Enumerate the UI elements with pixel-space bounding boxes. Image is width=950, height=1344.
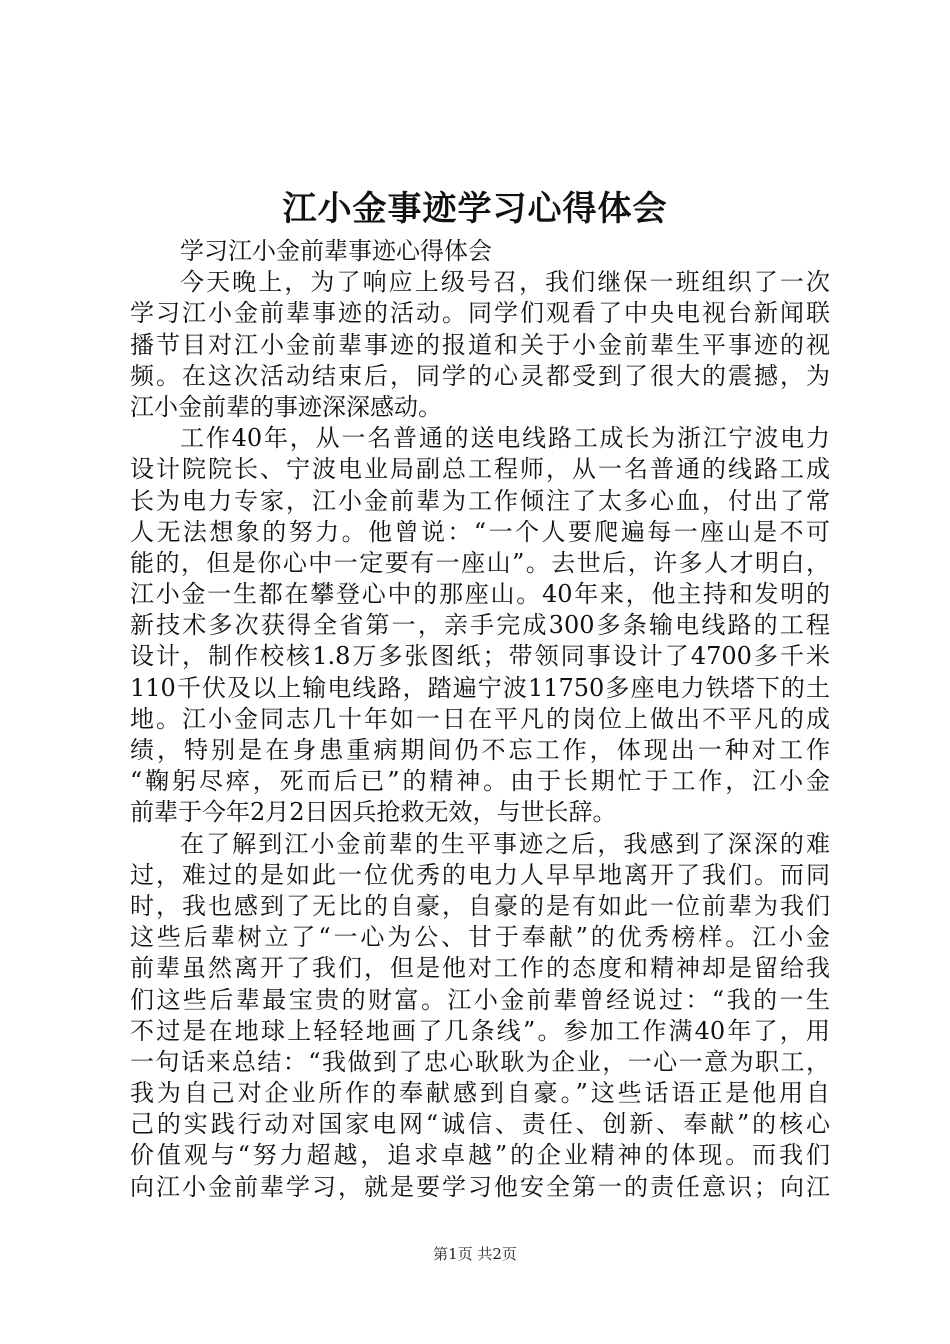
paragraph-line: 不过是在地球上轻轻地画了几条线”。参加工作满40年了，用 <box>130 1016 830 1045</box>
paragraph-line: 前辈虽然离开了我们，但是他对工作的态度和精神却是留给我 <box>130 954 830 983</box>
paragraph-line: 过，难过的是如此一位优秀的电力人早早地离开了我们。而同 <box>130 860 830 889</box>
paragraph-line: 时，我也感到了无比的自豪，自豪的是有如此一位前辈为我们 <box>130 891 830 920</box>
document-title: 江小金事迹学习心得体会 <box>282 189 668 229</box>
paragraph-line: 播节目对江小金前辈事迹的报道和关于小金前辈生平事迹的视 <box>130 330 830 359</box>
paragraph-line: 学习江小金前辈事迹的活动。同学们观看了中央电视台新闻联 <box>130 299 830 328</box>
page-number-footer: 第1页 共2页 <box>433 1245 517 1263</box>
paragraph-line: 己的实践行动对国家电网“诚信、责任、创新、奉献”的核心 <box>130 1110 830 1139</box>
paragraph-line: 110千伏及以上输电线路，踏遍宁波11750多座电力铁塔下的土 <box>130 673 830 702</box>
paragraph-line: 设计院院长、宁波电业局副总工程师，从一名普通的线路工成 <box>130 455 830 484</box>
paragraph-line: 一句话来总结：“我做到了忠心耿耿为企业，一心一意为职工， <box>130 1047 830 1076</box>
paragraph-line: 新技术多次获得全省第一，亲手完成300多条输电线路的工程 <box>130 611 830 640</box>
paragraph-line: 我为自己对企业所作的奉献感到自豪。”这些话语正是他用自 <box>130 1079 830 1108</box>
paragraph-line: 江小金前辈的事迹深深感动。 <box>130 392 442 421</box>
paragraph-line: 江小金一生都在攀登心中的那座山。40年来，他主持和发明的 <box>130 580 830 609</box>
subtitle-line: 学习江小金前辈事迹心得体会 <box>180 237 492 265</box>
paragraph-line: 价值观与“努力超越，追求卓越”的企业精神的体现。而我们 <box>130 1141 830 1170</box>
paragraph-line: 绩，特别是在身患重病期间仍不忘工作，体现出一种对工作 <box>130 736 830 764</box>
paragraph-line: 这些后辈树立了“一心为公、甘于奉献”的优秀榜样。江小金 <box>130 923 830 952</box>
paragraph-line: 设计，制作校核1.8万多张图纸；带领同事设计了4700多千米 <box>130 642 830 671</box>
paragraph-line: 前辈于今年2月2日因兵抢救无效，与世长辞。 <box>130 798 617 827</box>
document-body <box>130 236 830 1203</box>
paragraph-line: 人无法想象的努力。他曾说：“一个人要爬遍每一座山是不可 <box>130 517 830 546</box>
paragraph-line: 长为电力专家，江小金前辈为工作倾注了太多心血，付出了常 <box>130 486 830 515</box>
paragraph-line: 向江小金前辈学习，就是要学习他安全第一的责任意识；向江 <box>130 1172 830 1201</box>
paragraph-line: 今天晚上，为了响应上级号召，我们继保一班组织了一次 <box>180 268 830 297</box>
paragraph-line: 地。江小金同志几十年如一日在平凡的岗位上做出不平凡的成 <box>130 704 830 733</box>
paragraph-line: 频。在这次活动结束后，同学的心灵都受到了很大的震撼，为 <box>130 361 830 390</box>
paragraph-line: 工作40年，从一名普通的送电线路工成长为浙江宁波电力 <box>180 424 830 453</box>
paragraph-line: 们这些后辈最宝贵的财富。江小金前辈曾经说过：“我的一生 <box>130 985 830 1014</box>
paragraph-line: 能的，但是你心中一定要有一座山”。去世后，许多人才明白， <box>130 548 830 577</box>
paragraph-line: “鞠躬尽瘁，死而后已”的精神。由于长期忙于工作，江小金 <box>130 767 830 796</box>
paragraph-line: 在了解到江小金前辈的生平事迹之后，我感到了深深的难 <box>180 829 830 858</box>
